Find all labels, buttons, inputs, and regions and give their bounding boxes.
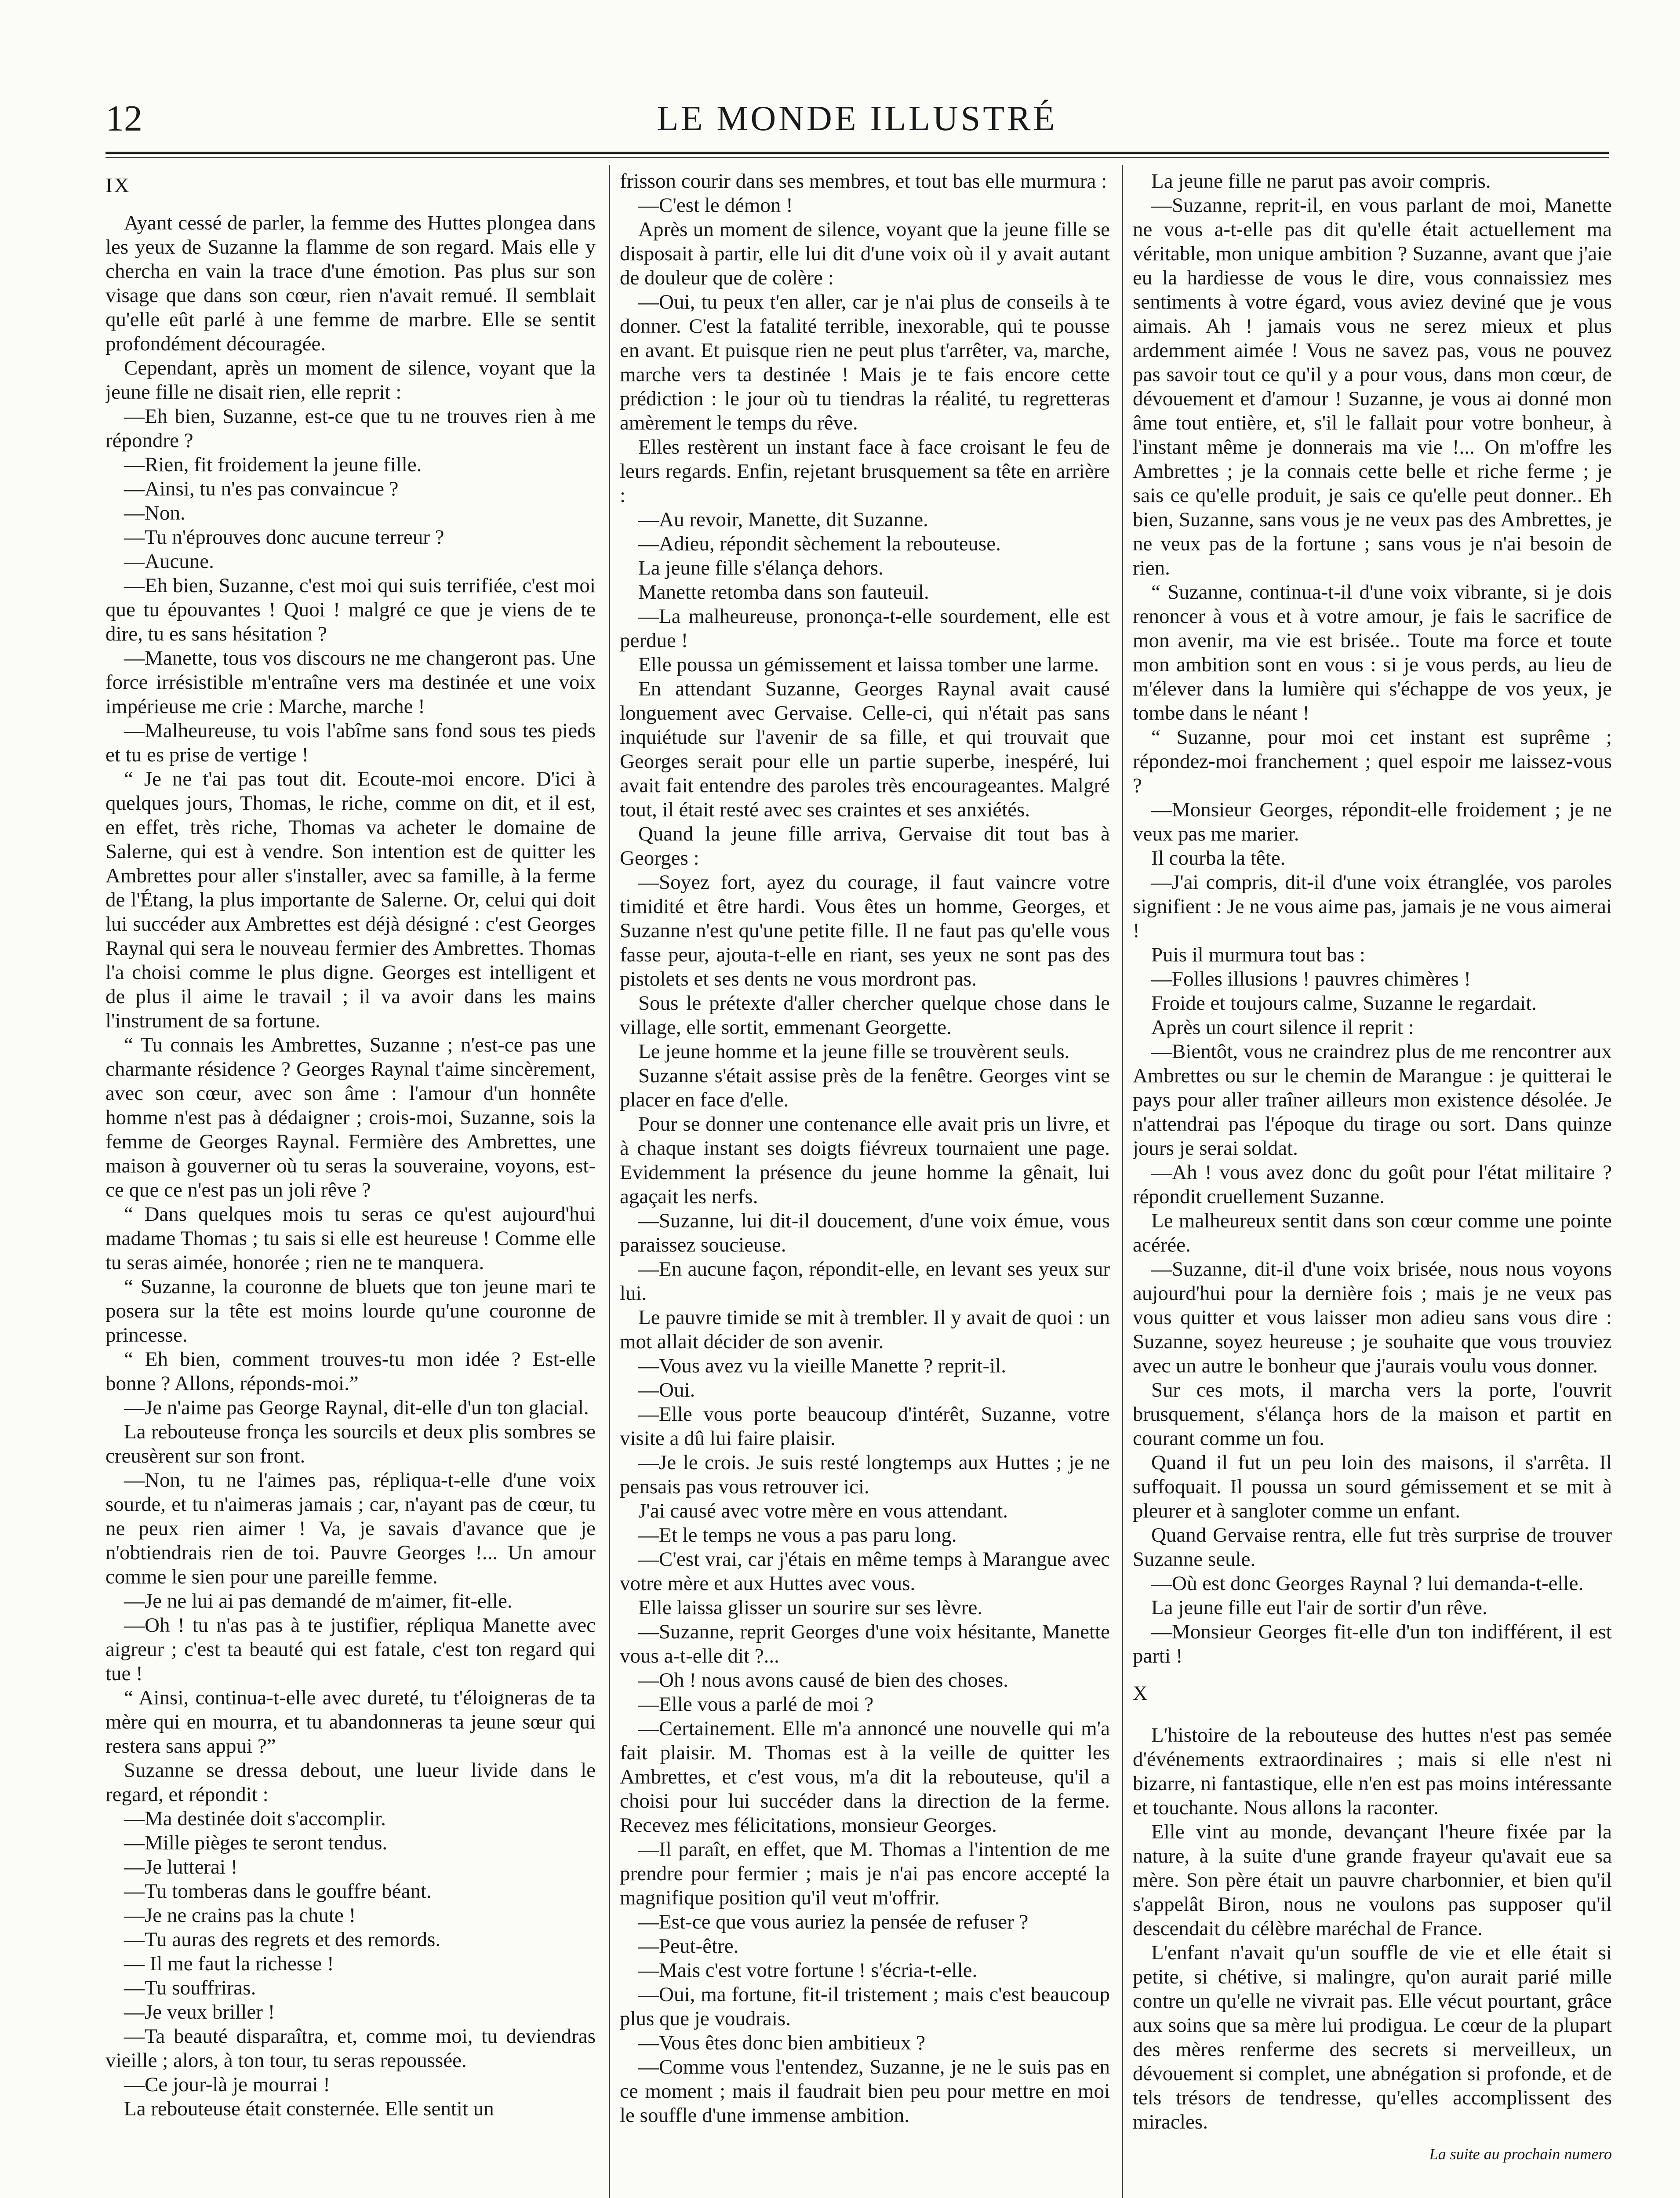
paragraph: —Peut-être. xyxy=(638,1935,739,1958)
paragraph: —Ah ! vous avez donc du goût pour l'état militaire ? répondit cruellement Suzanne. xyxy=(1133,1161,1612,1208)
paragraph: —Monsieur Georges fit-elle d'un ton indifférent, il est parti ! xyxy=(1133,1620,1612,1667)
paragraph: “ Ainsi, continua-t-elle avec dureté, tu t'éloigneras de ta mère qui en mourra, et tu abandonneras ta jeune sœur qui restera sans appui ?” xyxy=(105,1686,596,1758)
paragraph: —Tu n'éprouves donc aucune terreur ? xyxy=(124,526,444,549)
paragraph: Suzanne se dressa debout, une lueur livide dans le regard, et répondit : xyxy=(105,1759,596,1806)
paragraph: “ Eh bien, comment trouves-tu mon idée ? Est-elle bonne ? Allons, réponds-moi.” xyxy=(105,1348,596,1395)
paragraph: Le malheureux sentit dans son cœur comme une pointe acérée. xyxy=(1133,1209,1612,1256)
paragraph: —Ma destinée doit s'accomplir. xyxy=(124,1807,386,1830)
article-column-3 xyxy=(1133,169,1612,2198)
paragraph: Elle poussa un gémissement et laissa tomber une larme. xyxy=(638,653,1099,676)
paragraph: Après un court silence il reprit : xyxy=(1151,1016,1414,1039)
paragraph: —Ta beauté disparaîtra, et, comme moi, tu deviendras vieille ; alors, à ton tour, tu seras repoussée. xyxy=(105,2025,596,2072)
paragraph: Le jeune homme et la jeune fille se trouvèrent seuls. xyxy=(638,1040,1070,1063)
paragraph: “ Je ne t'ai pas tout dit. Ecoute-moi encore. D'ici à quelques jours, Thomas, le riche, comme on dit, et il est, en effet, très riche, Thomas va acheter le domaine de Salerne, qui est à vendre. Son intention est de quitter les Ambrettes pour aller s'installer, avec sa famille, à la ferme de l'Étang, la plus importante de Salerne. Or, celui qui doit lui succéder aux Ambrettes est déjà désigné : c'est Georges Raynal qui sera le nouveau fermier des Ambrettes. Thomas l'a choisi comme le plus digne. Georges est intelligent et de plus il aime le travail ; il va avoir dans les mains l'instrument de sa fortune. xyxy=(105,768,596,1032)
paragraph: —Au revoir, Manette, dit Suzanne. xyxy=(638,508,928,531)
paragraph: frisson courir dans ses membres, et tout bas elle murmura : xyxy=(620,170,1107,193)
paragraph: Il courba la tête. xyxy=(1151,847,1286,870)
paragraph: “ Suzanne, la couronne de bluets que ton jeune mari te posera sur la tête est moins lourde qu'une couronne de princesse. xyxy=(105,1275,596,1346)
paragraph: —Tu tomberas dans le gouffre béant. xyxy=(124,1880,432,1903)
paragraph: —Non, tu ne l'aimes pas, répliqua-t-elle d'une voix sourde, et tu n'aimeras jamais ; car, n'ayant pas de cœur, tu ne peux rien aimer ! Va, je savais d'avance que je n'obtiendrais rien de toi. Pauvre Georges !... Un amour comme le sien pour une pareille femme. xyxy=(105,1469,596,1588)
paragraph: —C'est le démon ! xyxy=(638,194,793,217)
column-separator xyxy=(609,165,610,2198)
paragraph: — Il me faut la richesse ! xyxy=(124,1952,334,1975)
paragraph: —Malheureuse, tu vois l'abîme sans fond sous tes pieds et tu es prise de vertige ! xyxy=(105,719,596,766)
paragraph: —Oh ! tu n'as pas à te justifier, répliqua Manette avec aigreur ; c'est ta beauté qui est fatale, c'est ton regard qui tue ! xyxy=(105,1614,596,1685)
paragraph: —Comme vous l'entendez, Suzanne, je ne le suis pas en ce moment ; mais il faudrait bien peu pour mettre en moi le souffle d'une immense ambition. xyxy=(620,2056,1110,2127)
paragraph: —Mille pièges te seront tendus. xyxy=(124,1831,388,1854)
paragraph: Quand la jeune fille arriva, Gervaise dit tout bas à Georges : xyxy=(620,822,1110,870)
paragraph: Manette retomba dans son fauteuil. xyxy=(638,581,929,604)
paragraph: —Mais c'est votre fortune ! s'écria-t-elle. xyxy=(638,1959,978,1982)
paragraph: —La malheureuse, prononça-t-elle sourdement, elle est perdue ! xyxy=(620,605,1110,652)
paragraph: —Où est donc Georges Raynal ? lui demanda-t-elle. xyxy=(1151,1572,1584,1595)
journal-title: LE MONDE ILLUSTRÉ xyxy=(657,99,1058,138)
paragraph: La jeune fille eut l'air de sortir d'un rêve. xyxy=(1151,1596,1487,1619)
paragraph: Ayant cessé de parler, la femme des Huttes plongea dans les yeux de Suzanne la flamme de son regard. Mais elle y chercha en vain la trace d'une émotion. Pas plus sur son visage que dans son cœur, rien n'avait remué. Il semblait qu'elle eût parlé à une femme de marbre. Elle se sentit profondément découragée. xyxy=(105,211,596,355)
paragraph: —Eh bien, Suzanne, est-ce que tu ne trouves rien à me répondre ? xyxy=(105,405,596,452)
paragraph: “ Tu connais les Ambrettes, Suzanne ; n'est-ce pas une charmante résidence ? Georges Raynal t'aime sincèrement, avec son cœur, avec son âme : l'amour d'un honnête homme n'est pas à dédaigner ; crois-moi, Suzanne, sois la femme de Georges Raynal. Fermière des Ambrettes, une maison à gouverner où tu seras la souveraine, voyons, est-ce que ce n'est pas un joli rêve ? xyxy=(105,1033,596,1201)
paragraph: —Aucune. xyxy=(124,550,214,573)
page-number: 12 xyxy=(105,98,142,139)
paragraph: —Suzanne, reprit Georges d'une voix hésitante, Manette vous a-t-elle dit ?... xyxy=(620,1620,1110,1667)
paragraph: —Oui, tu peux t'en aller, car je n'ai plus de conseils à te donner. C'est la fatalité terrible, inexorable, qui te pousse en avant. Et puisque rien ne peut plus t'arrêter, va, marche, marche vers ta destinée ! Mais je te fais encore cette prédiction : le jour où tu tiendras la réalité, tu regretteras amèrement le temps du rêve. xyxy=(620,291,1110,434)
paragraph: Puis il murmura tout bas : xyxy=(1151,943,1365,966)
paragraph: Quand Gervaise rentra, elle fut très surprise de trouver Suzanne seule. xyxy=(1133,1524,1612,1571)
paragraph: —J'ai compris, dit-il d'une voix étranglée, vos paroles signifient : Je ne vous aime pas, jamais je ne vous aimerai ! xyxy=(1133,871,1612,942)
paragraph: La rebouteuse était consternée. Elle sentit un xyxy=(124,2097,494,2120)
page-header xyxy=(105,95,1609,143)
paragraph: —Soyez fort, ayez du courage, il faut vaincre votre timidité et être hardi. Vous êtes un homme, Georges, et Suzanne n'est qu'une petite fille. Il ne faut pas qu'elle vous fasse peur, ajouta-t-elle en riant, ses yeux ne sont pas des pistolets et ses dents ne vous mordront pas. xyxy=(620,871,1110,990)
paragraph: —Manette, tous vos discours ne me changeront pas. Une force irrésistible m'entraîne vers ma destinée et une voix impérieuse me crie : Marche, marche ! xyxy=(105,647,596,718)
paragraph: “ Suzanne, continua-t-il d'une voix vibrante, si je dois renoncer à vous et à votre amour, je fais le sacrifice de mon avenir, ma vie est brisée.. Toute ma force et toute mon ambition sont en vous : si je vous perds, au lieu de m'élever dans la lumière qui s'échappe de vos yeux, je tombe dans le néant ! xyxy=(1133,581,1612,724)
paragraph: La jeune fille s'élança dehors. xyxy=(638,557,884,579)
paragraph: —Vous avez vu la vieille Manette ? reprit-il. xyxy=(638,1354,1007,1377)
paragraph: —Oh ! nous avons causé de bien des choses. xyxy=(638,1669,1008,1692)
paragraph: —Tu souffriras. xyxy=(124,1976,256,1999)
paragraph: Suzanne s'était assise près de la fenêtre. Georges vint se placer en face d'elle. xyxy=(620,1064,1110,1111)
paragraph: —Est-ce que vous auriez la pensée de refuser ? xyxy=(638,1911,1029,1933)
paragraph: —Certainement. Elle m'a annoncé une nouvelle qui m'a fait plaisir. M. Thomas est à la veille de quitter les Ambrettes, et c'est vous, m'a dit la rebouteuse, qu'il a choisi pour lui succéder dans la direction de la ferme. Recevez mes félicitations, monsieur Georges. xyxy=(620,1717,1110,1837)
paragraph: —Je n'aime pas George Raynal, dit-elle d'un ton glacial. xyxy=(124,1396,589,1419)
section-heading: IX xyxy=(105,174,131,197)
paragraph: —Vous êtes donc bien ambitieux ? xyxy=(638,2031,926,2054)
paragraph: Cependant, après un moment de silence, voyant que la jeune fille ne disait rien, elle reprit : xyxy=(105,357,596,404)
paragraph: —Elle vous a parlé de moi ? xyxy=(638,1693,874,1716)
header-rule-thin xyxy=(105,157,1609,158)
paragraph: —Ainsi, tu n'es pas convaincue ? xyxy=(124,477,399,500)
paragraph: “ Suzanne, pour moi cet instant est suprême ; répondez-moi franchement ; quel espoir me laissez-vous ? xyxy=(1133,726,1612,797)
paragraph: —C'est vrai, car j'étais en même temps à Marangue avec votre mère et aux Huttes avec vous. xyxy=(620,1548,1110,1595)
paragraph: —Oui, ma fortune, fit-il tristement ; mais c'est beaucoup plus que je voudrais. xyxy=(620,1983,1110,2030)
paragraph: —En aucune façon, répondit-elle, en levant ses yeux sur lui. xyxy=(620,1258,1110,1305)
paragraph: —Suzanne, reprit-il, en vous parlant de moi, Manette ne vous a-t-elle pas dit qu'elle était actuellement ma véritable, mon unique ambition ? Suzanne, avant que j'aie eu la hardiesse de vous le dire, vous connaissiez mes sentiments à votre égard, vous aviez deviné que je vous aimais. Ah ! jamais vous ne serez mieux et plus ardemment aimée ! Vous ne savez pas, vous ne pouvez pas savoir tout ce qu'il y a pour vous, dans mon cœur, de dévouement et d'amour ! Suzanne, je vous ai donné mon âme tout entière, et, s'il le fallait pour votre bonheur, à l'instant même je donnerais ma vie !... On m'offre les Ambrettes ; je la connais cette belle et riche ferme ; je sais ce qu'elle produit, je sais ce qu'elle peut donner.. Eh bien, Suzanne, sans vous je ne veux pas des Ambrettes, je ne veux pas de la fortune ; sans vous je n'ai besoin de rien. xyxy=(1133,194,1612,579)
paragraph: L'histoire de la rebouteuse des huttes n'est pas semée d'événements extraordinaires ; mais si elle n'est ni bizarre, ni fantastique, elle n'en est pas moins intéressante et touchante. Nous allons la raconter. xyxy=(1133,1724,1612,1819)
paragraph: Après un moment de silence, voyant que la jeune fille se disposait à partir, elle lui dit d'une voix où il y avait autant de douleur que de colère : xyxy=(620,218,1110,289)
paragraph: Quand il fut un peu loin des maisons, il s'arrêta. Il suffoquait. Il poussa un sourd gémissement et se mit à pleurer et à sangloter comme un enfant. xyxy=(1133,1451,1612,1522)
paragraph: Elle laissa glisser un sourire sur ses lèvre. xyxy=(638,1596,983,1619)
paragraph: Le pauvre timide se mit à trembler. Il y avait de quoi : un mot allait décider de son avenir. xyxy=(620,1306,1110,1353)
paragraph: La jeune fille ne parut pas avoir compris. xyxy=(1151,170,1491,193)
paragraph: Pour se donner une contenance elle avait pris un livre, et à chaque instant ses doigts fiévreux tournaient une page. Evidemment la présence du jeune homme la gênait, lui agaçait les nerfs. xyxy=(620,1113,1110,1208)
article-column-2 xyxy=(620,169,1110,2198)
paragraph: —Folles illusions ! pauvres chimères ! xyxy=(1151,968,1471,990)
paragraph: —Elle vous porte beaucoup d'intérêt, Suzanne, votre visite a dû lui faire plaisir. xyxy=(620,1403,1110,1450)
paragraph: J'ai causé avec votre mère en vous attendant. xyxy=(638,1499,1008,1522)
paragraph: —Suzanne, lui dit-il doucement, d'une voix émue, vous paraissez soucieuse. xyxy=(620,1209,1110,1256)
paragraph: La rebouteuse fronça les sourcils et deux plis sombres se creusèrent sur son front. xyxy=(105,1420,596,1467)
paragraph: —Je lutterai ! xyxy=(124,1856,238,1878)
paragraph: —Non. xyxy=(124,502,185,524)
column-separator xyxy=(1122,165,1123,2198)
paragraph: —Oui. xyxy=(638,1379,695,1401)
paragraph: —Je le crois. Je suis resté longtemps aux Huttes ; je ne pensais pas vous retrouver ici. xyxy=(620,1451,1110,1498)
paragraph: —Suzanne, dit-il d'une voix brisée, nous nous voyons aujourd'hui pour la dernière fois ; mais je ne veux pas vous quitter et vous laisser mon adieu sans vous dire : Suzanne, soyez heureuse ; je souhaite que vous trouviez avec un autre le bonheur que j'aurais voulu vous donner. xyxy=(1133,1258,1612,1377)
paragraph: Sous le prétexte d'aller chercher quelque chose dans le village, elle sortit, emmenant Georgette. xyxy=(620,992,1110,1039)
header-rule xyxy=(105,152,1609,154)
paragraph: —Et le temps ne vous a pas paru long. xyxy=(638,1524,957,1547)
paragraph: —Monsieur Georges, répondit-elle froidement ; je ne veux pas me marier. xyxy=(1133,798,1612,845)
paragraph: —Je ne crains pas la chute ! xyxy=(124,1904,356,1927)
paragraph: —Je veux briller ! xyxy=(124,2001,275,2023)
paragraph: Froide et toujours calme, Suzanne le regardait. xyxy=(1151,992,1537,1015)
paragraph: En attendant Suzanne, Georges Raynal avait causé longuement avec Gervaise. Celle-ci, qui n'était pas sans inquiétude sur l'avenir de sa fille, et qui trouvait que Georges serait pour elle un partie superbe, inespéré, lui avait fait entendre des paroles très encourageantes. Malgré tout, il était resté avec ses craintes et ses anxiétés. xyxy=(620,677,1110,821)
column-3-part-b xyxy=(1133,1723,1612,2134)
paragraph: —Adieu, répondit sèchement la rebouteuse. xyxy=(638,532,1001,555)
article-column-1 xyxy=(105,169,596,2198)
continuation-note: La suite au prochain numero xyxy=(1429,2145,1612,2163)
paragraph: —Eh bien, Suzanne, c'est moi qui suis terrifiée, c'est moi que tu épouvantes ! Quoi ! malgré ce que je viens de te dire, tu es sans hésitation ? xyxy=(105,574,596,645)
paragraph: —Ce jour-là je mourrai ! xyxy=(124,2073,330,2096)
paragraph: Elle vint au monde, devançant l'heure fixée par la nature, à la suite d'une grande frayeur qu'avait eue sa mère. Son père était un pauvre charbonnier, et bien qu'il s'appelât Biron, nous ne voulons pas supposer qu'il descendait du célèbre maréchal de France. xyxy=(1133,1820,1612,1940)
paragraph: Elles restèrent un instant face à face croisant le feu de leurs regards. Enfin, rejetant brusquement sa tête en arrière : xyxy=(620,436,1110,507)
paragraph: —Tu auras des regrets et des remords. xyxy=(124,1928,441,1951)
paragraph: L'enfant n'avait qu'un souffle de vie et elle était si petite, si chétive, si malingre, qu'on aurait parié mille contre un qu'elle ne vivrait pas. Elle vécut pourtant, grâce aux soins que sa mère lui prodigua. Le cœur de la plupart des mères renferme des secrets si merveilleux, un dévouement si complet, une abnégation si profonde, et de tels trésors de tendresse, qu'elles accomplissent des miracles. xyxy=(1133,1941,1612,2133)
paragraph: “ Dans quelques mois tu seras ce qu'est aujourd'hui madame Thomas ; tu sais si elle est heureuse ! Comme elle tu seras aimée, honorée ; rien ne te manquera. xyxy=(105,1203,596,1274)
paragraph: —Je ne lui ai pas demandé de m'aimer, fit-elle. xyxy=(124,1590,513,1612)
section-heading: X xyxy=(1133,1682,1149,1705)
paragraph: —Bientôt, vous ne craindrez plus de me rencontrer aux Ambrettes ou sur le chemin de Marangue : je quitterai le pays pour aller traîner ailleurs mon existence désolée. Je n'attendrai pas l'époque du tirage ou sort. Dans quinze jours je serai soldat. xyxy=(1133,1040,1612,1160)
paragraph: —Il paraît, en effet, que M. Thomas a l'intention de me prendre pour fermier ; mais je n'ai pas encore accepté la magnifique position qu'il veut m'offrir. xyxy=(620,1838,1110,1909)
column-3-part-a xyxy=(1133,169,1612,1668)
paragraph: Sur ces mots, il marcha vers la porte, l'ouvrit brusquement, s'élança hors de la maison et partit en courant comme un fou. xyxy=(1133,1379,1612,1450)
paragraph: —Rien, fit froidement la jeune fille. xyxy=(124,453,422,476)
